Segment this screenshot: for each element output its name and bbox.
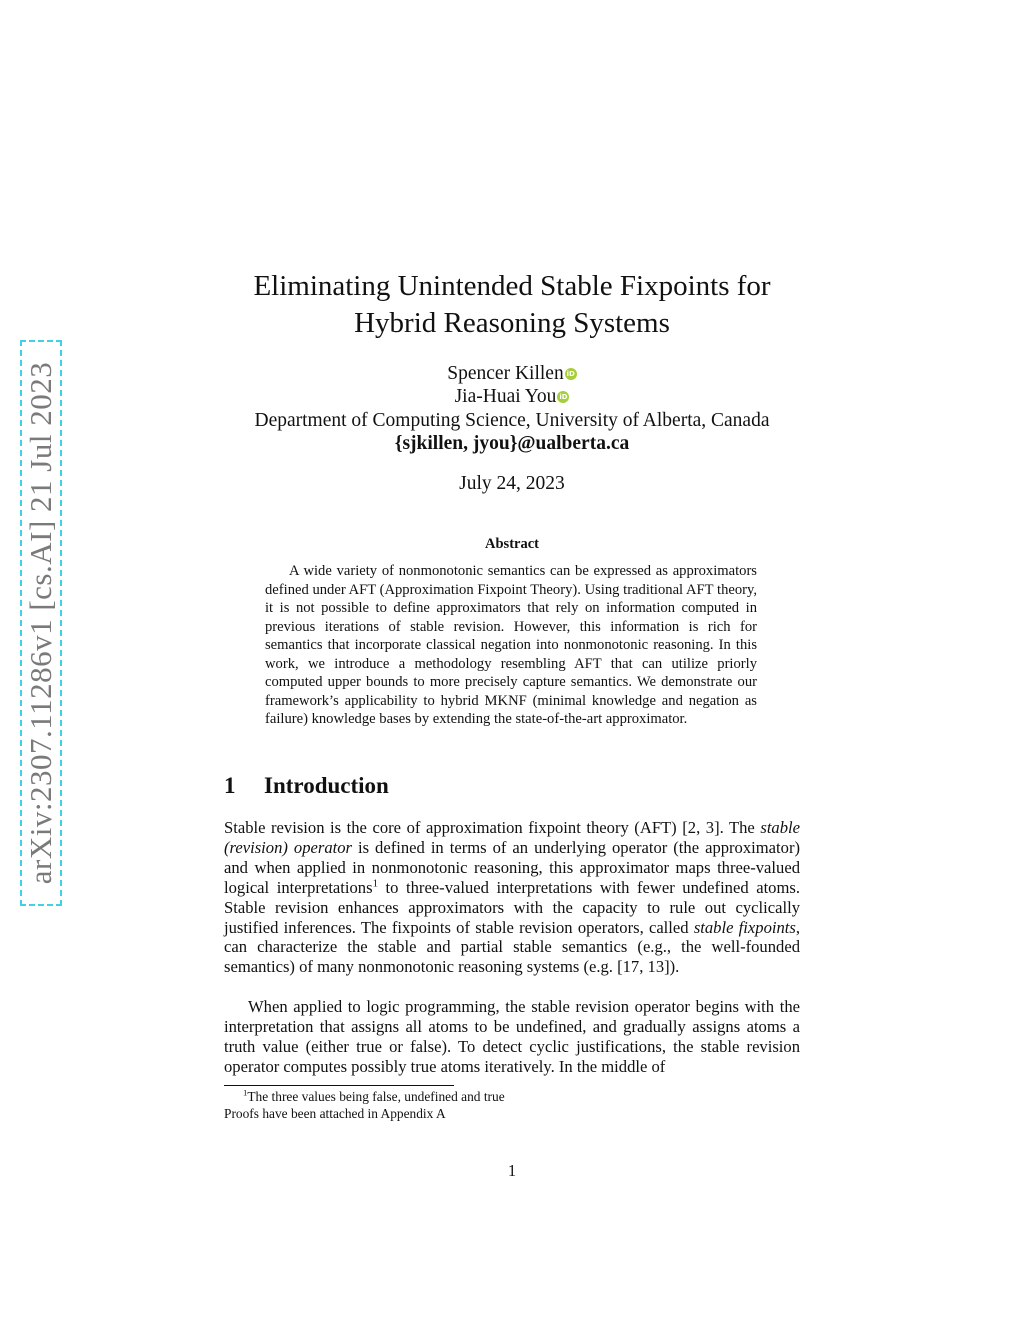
p1-text-d: to three-valued interpretations with fewer undefined atoms. Stable revision enhances approximators with the capacity to rule out cyclically justified inferences. The fixpoints of stable revision operators, called <box>224 877 800 937</box>
arxiv-stamp-text: arXiv:2307.11286v1 [cs.AI] 21 Jul 2023 <box>23 361 58 885</box>
intro-paragraph-1 <box>224 818 800 977</box>
footnote-2: Proofs have been attached in Appendix A <box>224 1106 446 1121</box>
author-1 <box>0 363 1024 385</box>
p1-text-f: , can characterize the stable and partial stable semantics (e.g., the well-founded semantics) of many nonmonotonic reasoning systems (e.g. [17, 13]). <box>224 917 800 977</box>
orcid-icon[interactable]: iD <box>566 370 575 378</box>
footnote-divider <box>224 1085 454 1086</box>
footnote-1-text: The three values being false, undefined and true <box>247 1089 505 1104</box>
author-2 <box>0 386 1024 408</box>
abstract-body: A wide variety of nonmonotonic semantics can be expressed as approximators defined under AFT (Approximation Fixpoint Theory). Using traditional AFT theory, it is not possible to define approximators that rely on information computed in previous iterations of stable revision. However, this information is rich for semantics that incorporate classical negation into nonmonotonic reasoning. In this work, we introduce a methodology resembling AFT that can utilize priorly computed upper bounds to more precisely capture semantics. We demonstrate our framework’s applicability to hybrid MKNF (minimal knowledge and negation as failure) knowledge bases by extending the state-of-the-art approximator. <box>265 563 757 727</box>
footnote-ref-1[interactable]: 1 <box>372 877 378 890</box>
paper-title <box>0 268 1024 342</box>
date: July 24, 2023 <box>459 473 565 494</box>
author-2-name: Jia-Huai You <box>454 386 557 407</box>
email: {sjkillen, jyou}@ualberta.ca <box>394 433 630 454</box>
orcid-icon[interactable]: iD <box>559 393 568 401</box>
title-line-1: Eliminating Unintended Stable Fixpoints for <box>253 270 771 302</box>
p1-text-c: is defined in terms of an underlying operator (the approximator) and when applied in nonmonotonic reasoning, this approximator maps three-valued logical interpretations <box>224 837 800 897</box>
section-title: Introduction <box>264 773 389 798</box>
footnote-1-mark: 1 <box>243 1087 248 1098</box>
title-line-2: Hybrid Reasoning Systems <box>354 307 670 339</box>
page-number: 1 <box>507 1161 517 1180</box>
section-heading <box>224 773 389 799</box>
p1-term-stable-fixpoints: stable fixpoints <box>693 917 796 937</box>
abstract-title: Abstract <box>485 536 539 552</box>
affiliation: Department of Computing Science, University of Alberta, Canada <box>254 410 770 431</box>
p1-term-stable-operator: stable (revision) operator <box>224 818 800 857</box>
footnote-1 <box>243 1089 505 1105</box>
section-number: 1 <box>224 773 236 798</box>
intro-paragraph-2: When applied to logic programming, the stable revision operator begins with the interpretation that assigns all atoms to be undefined, and gradually assigns atoms a truth value (either true or false). To detect cyclic justifications, the stable revision operator computes possibly true atoms iteratively. In the middle of <box>224 997 800 1076</box>
p1-text-a: Stable revision is the core of approximation fixpoint theory (AFT) [2, 3]. The <box>224 818 761 837</box>
author-1-name: Spencer Killen <box>447 363 564 384</box>
